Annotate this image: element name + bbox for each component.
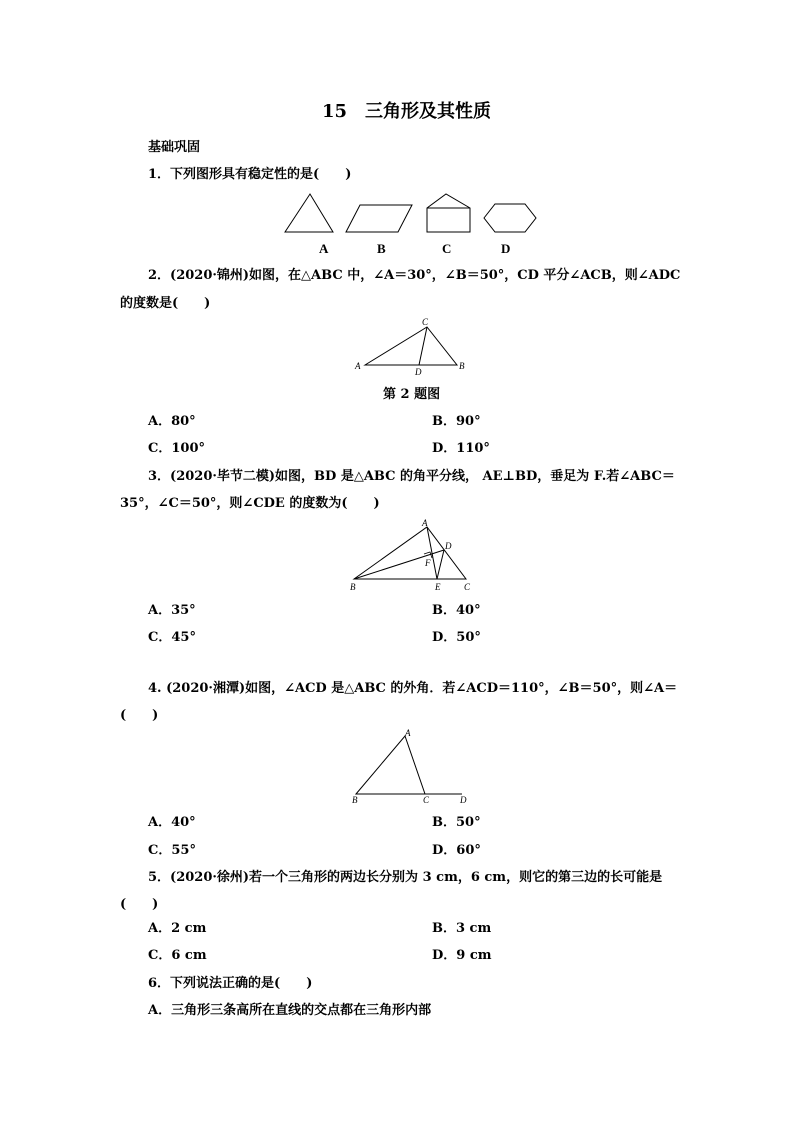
q3-option-b: B．40° <box>432 603 481 618</box>
q4-option-b: B．50° <box>432 815 481 830</box>
q5-line1: 5．(2020·徐州)若一个三角形的两边长分别为 3 cm，6 cm，则它的第三边的长可能是 <box>148 870 663 885</box>
q1-label-d: D <box>501 241 511 256</box>
q1-hexagon <box>484 204 536 232</box>
q3-line2: 35°，∠C＝50°，则∠CDE 的度数为( ) <box>120 496 380 511</box>
q5-option-d: D．9 cm <box>432 948 492 963</box>
q4-option-d: D．60° <box>432 843 481 858</box>
q2-triangle <box>365 327 457 365</box>
q4-point-d: D <box>460 795 467 805</box>
q1-label-b: B <box>377 241 386 256</box>
q2-line2: 的度数是( ) <box>120 296 211 311</box>
q2-point-b: B <box>459 361 465 371</box>
q6-stem: 6．下列说法正确的是( ) <box>148 976 313 991</box>
q5-option-a: A．2 cm <box>148 921 207 936</box>
q6-option-a: A．三角形三条高所在直线的交点都在三角形内部 <box>148 1003 432 1018</box>
section-heading: 基础巩固 <box>148 140 201 155</box>
q2-line1: 2．(2020·锦州)如图，在△ABC 中，∠A＝30°，∠B＝50°，CD 平分∠ACB，则∠ADC <box>148 268 681 283</box>
q4-point-b: B <box>352 795 358 805</box>
q3-point-c: C <box>464 582 471 592</box>
q1-triangle <box>285 194 333 232</box>
q4-option-c: C．55° <box>148 843 196 858</box>
q5-line2: ( ) <box>120 897 159 912</box>
page-title: 15 三角形及其性质 <box>322 101 492 122</box>
q1-parallelogram <box>346 205 412 232</box>
q3-point-e: E <box>435 582 441 592</box>
q3-figure <box>345 516 480 596</box>
q2-option-c: C．100° <box>148 441 205 456</box>
q2-option-d: D．110° <box>432 441 490 456</box>
q4-figure <box>345 726 475 811</box>
q2-option-b: B．90° <box>432 414 481 429</box>
q3-point-d: D <box>445 541 452 551</box>
q2-point-c: C <box>422 317 429 327</box>
q2-caption: 第 2 题图 <box>383 387 441 402</box>
q3-option-d: D．50° <box>432 630 481 645</box>
q2-point-d: D <box>415 367 422 377</box>
q1-shapes <box>280 190 550 260</box>
q3-option-c: C．45° <box>148 630 196 645</box>
q3-option-a: A．35° <box>148 603 196 618</box>
q4-option-a: A．40° <box>148 815 196 830</box>
q2-point-a: A <box>355 361 361 371</box>
q1-stem: 1．下列图形具有稳定性的是( ) <box>148 167 352 182</box>
q3-segment-de <box>437 550 444 579</box>
q2-figure <box>350 316 475 376</box>
q4-point-c: C <box>423 795 430 805</box>
q3-triangle <box>354 527 466 579</box>
q2-option-a: A．80° <box>148 414 196 429</box>
q4-triangle <box>356 736 425 794</box>
q3-line1: 3．(2020·毕节二模)如图，BD 是△ABC 的角平分线， AE⊥BD，垂足为 F.若∠ABC＝ <box>148 469 675 484</box>
q1-label-c: C <box>442 241 452 256</box>
q3-point-f: F <box>425 558 431 568</box>
q3-point-a: A <box>422 518 428 528</box>
q3-point-b: B <box>350 582 356 592</box>
q4-line2: ( ) <box>120 708 159 723</box>
q2-segment-cd <box>419 327 427 365</box>
q5-option-b: B．3 cm <box>432 921 492 936</box>
q4-line1: 4. (2020·湘潭)如图，∠ACD 是△ABC 的外角．若∠ACD＝110°，∠B＝50°，则∠A＝ <box>148 681 678 696</box>
q1-label-a: A <box>319 241 329 256</box>
q1-house-shape <box>427 194 470 232</box>
q4-point-a: A <box>405 728 411 738</box>
q5-option-c: C．6 cm <box>148 948 207 963</box>
